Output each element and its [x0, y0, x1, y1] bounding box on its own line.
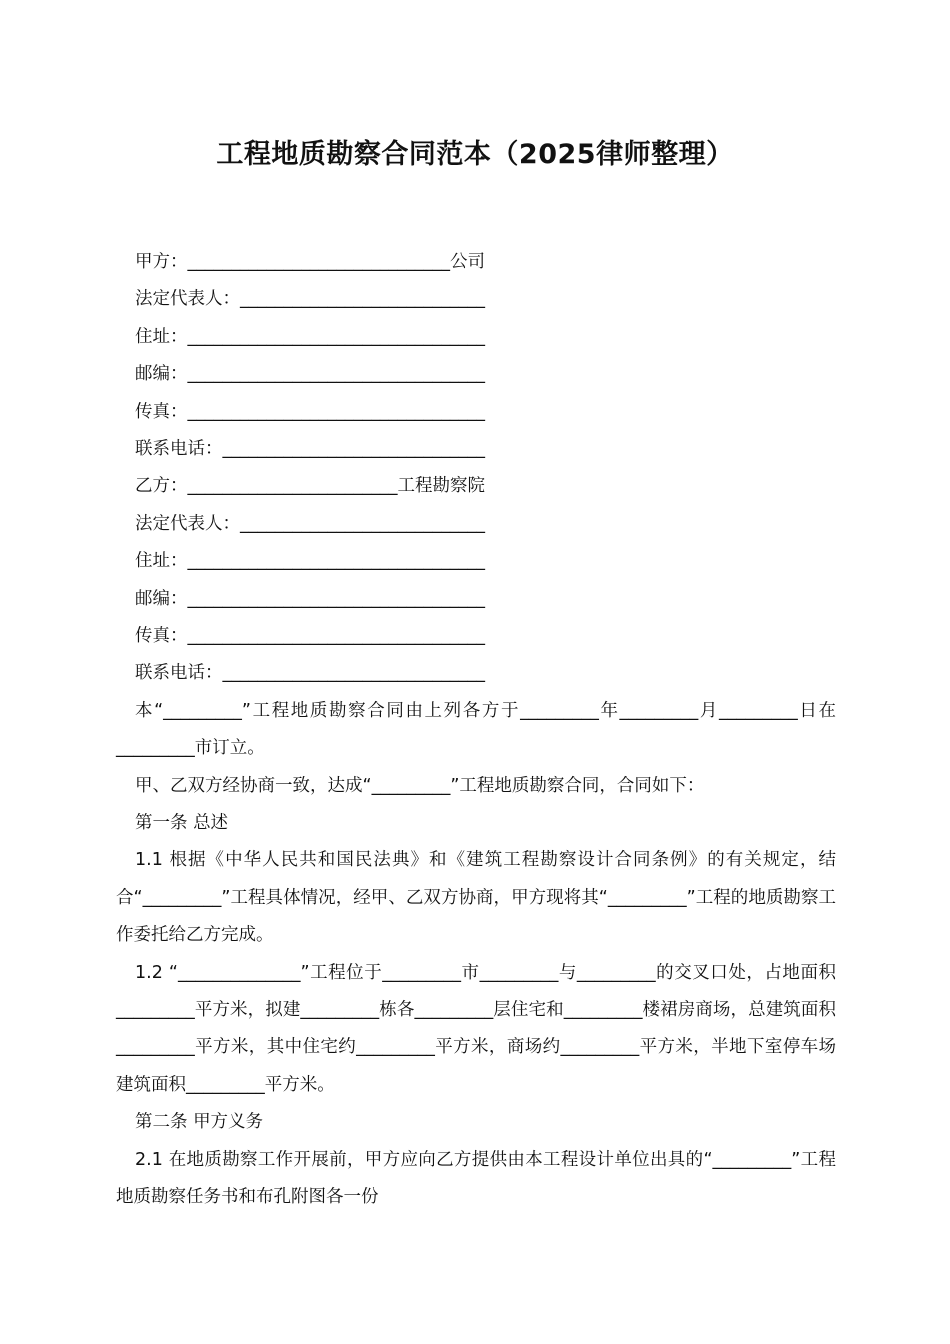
party-a-name: 甲方：______________________________公司	[135, 252, 485, 272]
party-b-fax: 传真：__________________________________	[135, 625, 485, 646]
party-b-name: 乙方：________________________工程勘察院	[135, 476, 485, 497]
party-b-address: 住址：__________________________________	[135, 551, 485, 572]
party-a-postcode: 邮编：__________________________________	[135, 364, 485, 385]
article-2-heading: 第二条 甲方义务	[135, 1112, 264, 1133]
agreement-paragraph: 甲、乙双方经协商一致，达成“_________”工程地质勘察合同，合同如下：	[135, 775, 705, 796]
article-1-heading: 第一条 总述	[135, 812, 229, 833]
document-body	[116, 244, 836, 1216]
party-b-representative: 法定代表人：____________________________	[135, 513, 485, 534]
intro-paragraph: 本“_________”工程地质勘察合同由上列各方于_________年_________月_________日在_________市订立。	[116, 700, 836, 759]
party-b-phone: 联系电话：______________________________	[135, 663, 485, 684]
party-b-postcode: 邮编：__________________________________	[135, 588, 485, 609]
article-2-clause-1: 2.1 在地质勘察工作开展前，甲方应向乙方提供由本工程设计单位出具的“_________”工程地质勘察任务书和布孔附图各一份	[116, 1149, 836, 1207]
page-title: 工程地质勘察合同范本（2025律师整理）	[216, 139, 734, 170]
article-1-clause-2: 1.2 “______________”工程位于_________市_________与_________的交叉口处，占地面积 _________平方米，拟建_________栋各_________层住宅和_________楼裙房商场，总建筑面积_________平方米，其中住宅约_________平方米，商场约_________平方米，半地下室停车场建筑面积_________平方米。	[116, 962, 836, 1095]
party-a-representative: 法定代表人：____________________________	[135, 289, 485, 310]
party-a-fax: 传真：__________________________________	[135, 401, 485, 422]
article-1-clause-1: 1.1 根据《中华人民共和国民法典》和《建筑工程勘察设计合同条例》的有关规定，结合“_________”工程具体情况，经甲、乙双方协商，甲方现将其“_________”工程的地质勘察工作委托给乙方完成。	[116, 850, 836, 946]
party-a-address: 住址：__________________________________	[135, 326, 485, 347]
party-a-phone: 联系电话：______________________________	[135, 438, 485, 459]
